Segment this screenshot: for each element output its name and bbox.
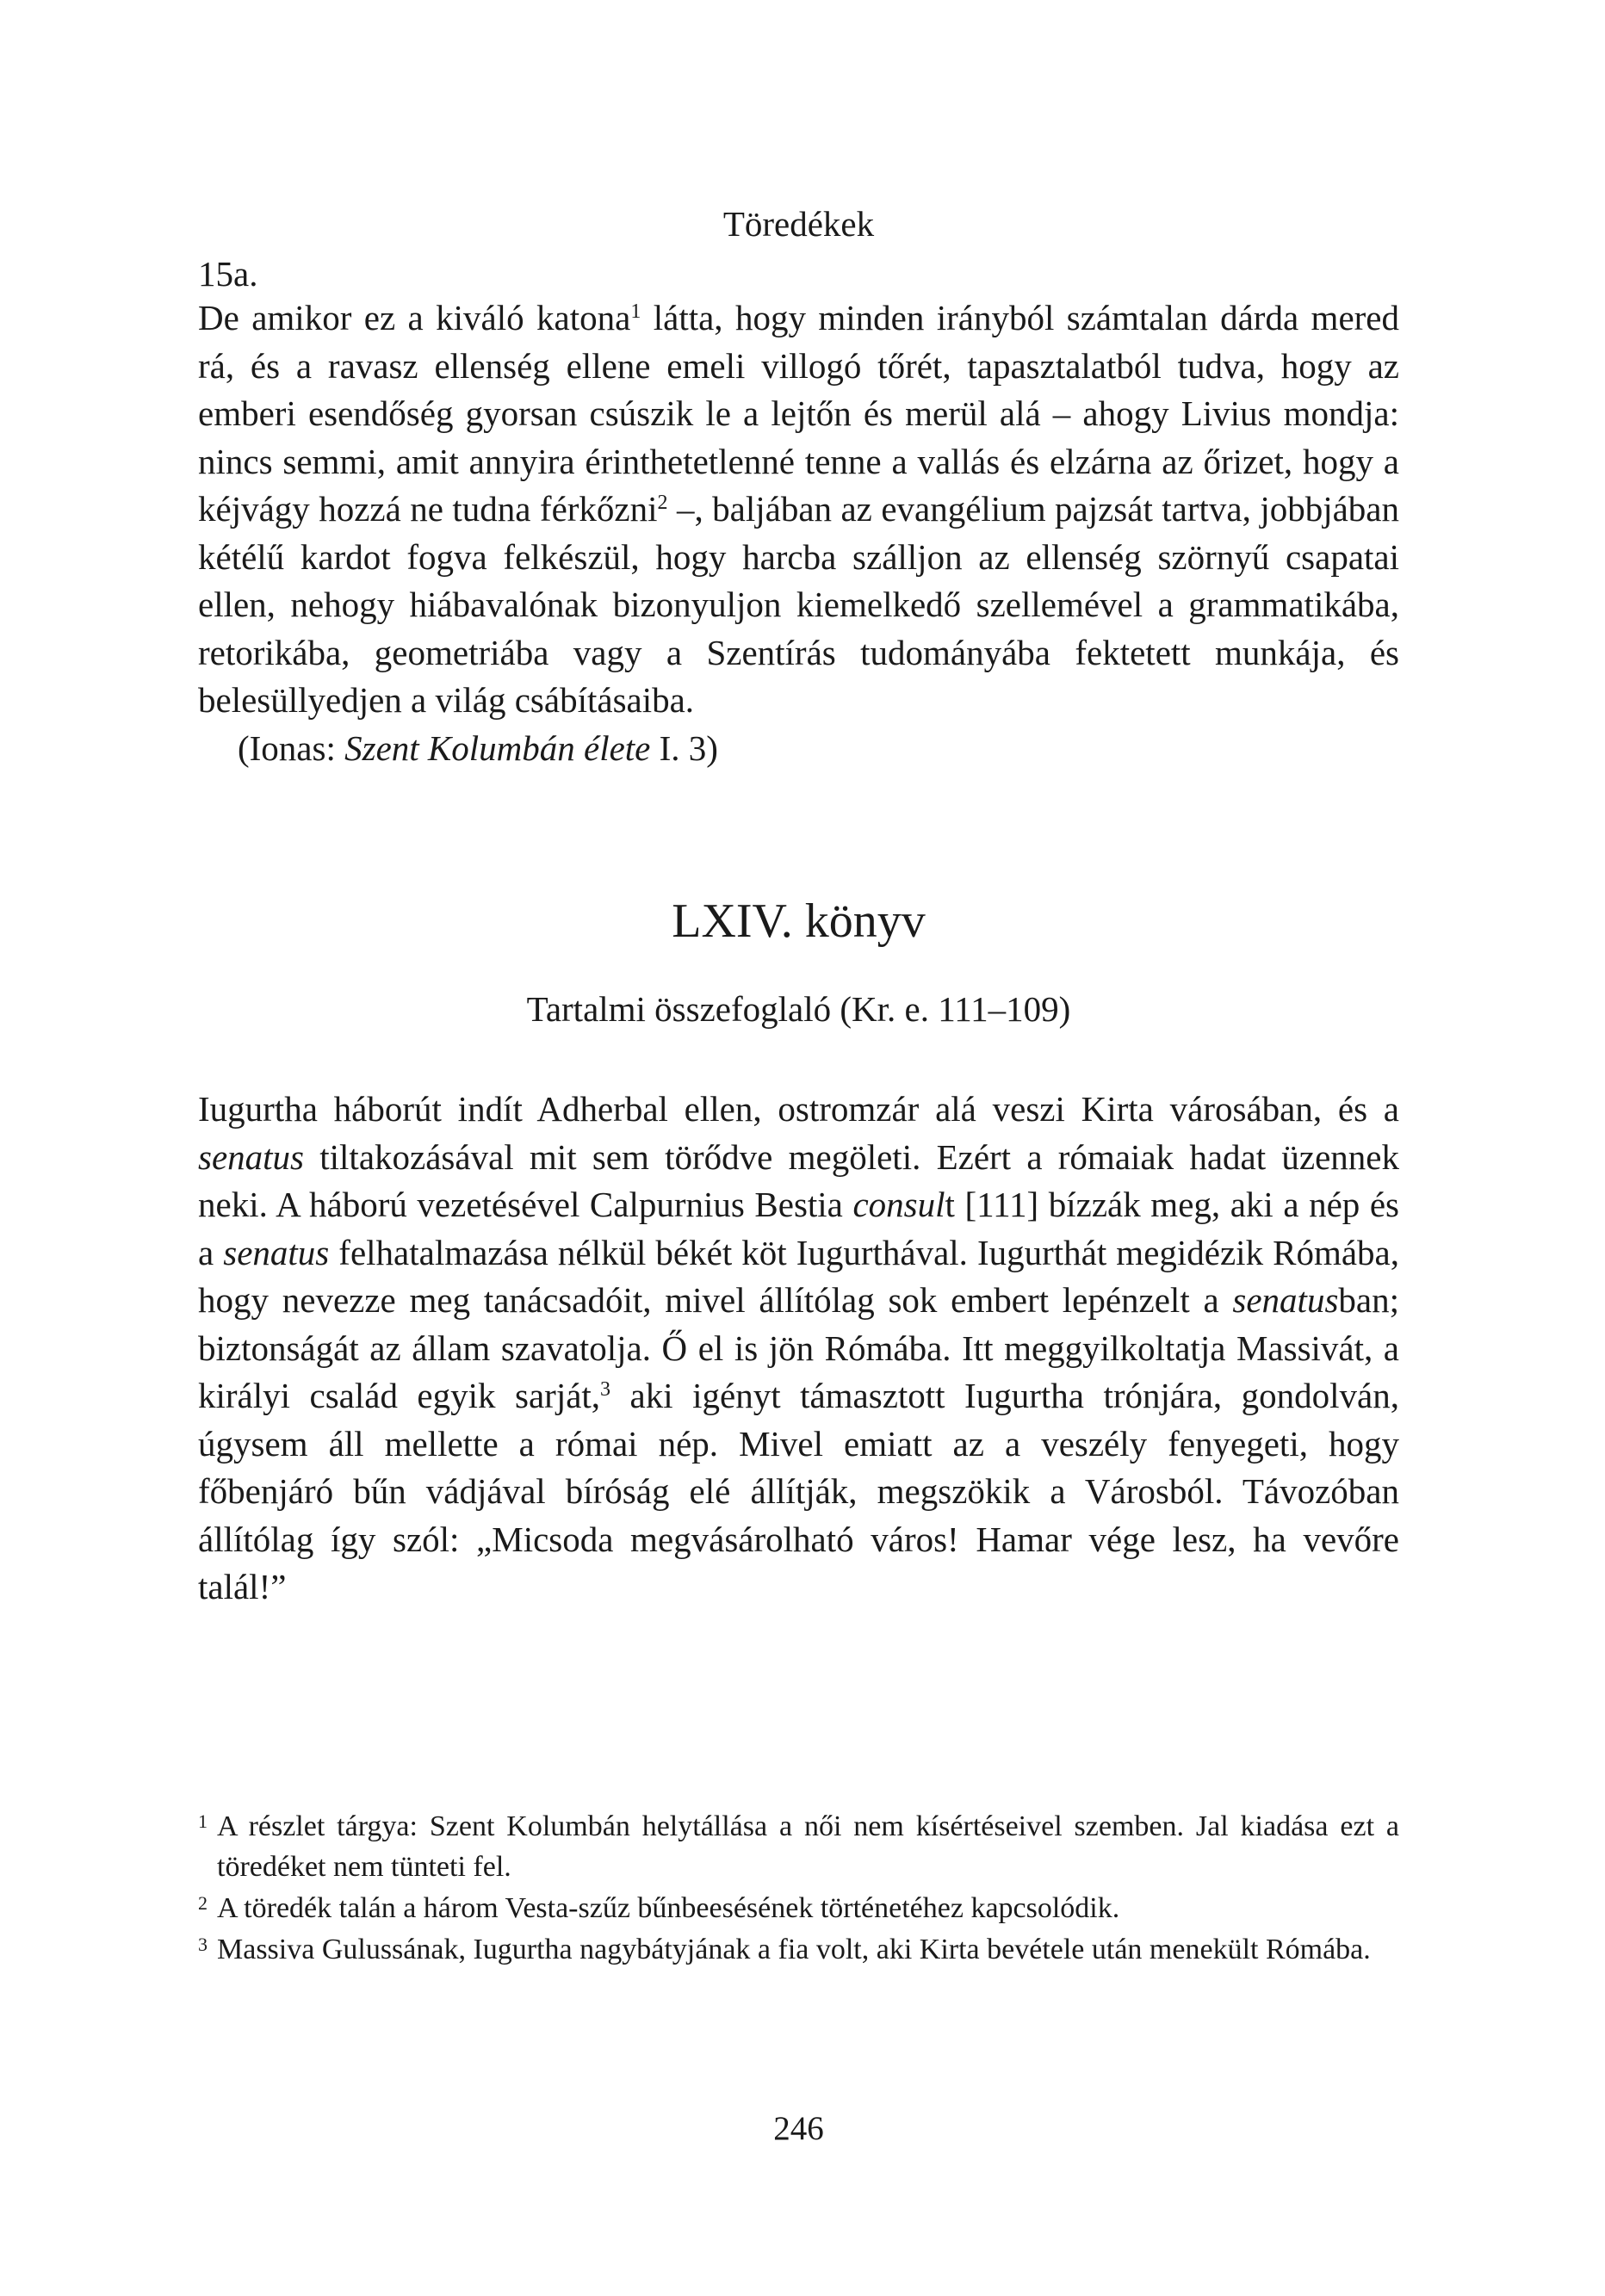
footnote-mark: 2: [198, 1892, 208, 1914]
latin-term: consul: [852, 1185, 945, 1224]
book-page: [198, 0, 1399, 2296]
footnote-ref-2[interactable]: 2: [657, 492, 668, 514]
footnote-text: A töredék talán a három Vesta-szűz bűnbeesésének történetéhez kapcsolódik.: [217, 1892, 1120, 1924]
summary-block: [198, 1086, 1399, 1612]
footnote-mark: 1: [198, 1810, 208, 1832]
latin-term: senatus: [223, 1232, 330, 1272]
running-head: Töredékek: [722, 204, 875, 244]
fragment-text-segment: látta, hogy minden irányból számtalan dárda mered rá, és a ravasz ellenség ellene emeli villogó tőrét, tapasztalatból tudva, hogy az emberi esendőség gyorsan csúszik le a lejtőn és merül alá – ahogy Livius mondja: nincs semmi, amit annyira érinthetetlenné tenne a vallás és elzárna az őrizet, hogy a kéjvágy hozzá ne tudna férkőzni: [198, 298, 1399, 529]
footnote-text: Massiva Gulussának, Iugurtha nagybátyjának a fia volt, aki Kirta bevétele után menekült Rómába.: [217, 1934, 1371, 1965]
footnote-text: A részlet tárgya: Szent Kolumbán helytállása a női nem kísértéseivel szemben. Jal kiadása ezt a töredéket nem tünteti fel.: [217, 1810, 1399, 1883]
footnote-ref-3[interactable]: 3: [600, 1378, 611, 1401]
fragment-text-segment: –, baljában az evangélium pajzsát tartva, jobbjában kétélű kardot fogva felkészül, hogy harcba szálljon az ellenség szörnyű csapatai ellen, nehogy hiábavalónak bizonyuljon kiemelkedő szellemével a grammatikába, retorikába, geometriába vagy a Szentírás tudományába fektetett munkája, és belesüllyedjen a világ csábításaiba.: [198, 489, 1399, 720]
source-title: Szent Kolumbán élete: [344, 727, 651, 768]
fragment-block: [198, 294, 1399, 772]
book-title: LXIV. könyv: [672, 894, 926, 948]
footnote-mark: 3: [198, 1934, 208, 1955]
footnotes: [198, 1806, 1399, 1971]
book-subtitle: Tartalmi összefoglaló (Kr. e. 111–109): [526, 989, 1071, 1029]
latin-term: senatus: [198, 1136, 304, 1177]
summary-text: Iugurtha háborút indít Adherbal ellen, ostromzár alá veszi Kirta városában, és a senatus tiltakozásával mit sem törődve megöleti. Ezért a rómaiak hadat üzennek neki. A háború vezetésével Calpurnius Bestia consult [111] bízzák meg, aki a nép és a senatus felhatalmazása nélkül békét köt Iugurthával. Iugurthát megidézik Rómába, hogy nevezze meg tanácsadóit, mivel állítólag sok embert lepénzelt a senatusban; biztonságát az állam szavatolja. Ő el is jön Rómába. Itt meggyilkoltatja Massivát, a királyi család egyik sarját,$^3$ aki igényt támasztott Iugurtha trónjára, gondolván, úgysem áll mellette a római nép. Mivel emiatt az a veszély fenyegeti, hogy főbenjáró bűn vádjával bíróság elé állítják, megszökik a Városból. Távozóban állítólag így szól: „Micsoda megvásárolható város! Hamar vége lesz, ha vevőre talál!”: [198, 1089, 1399, 1606]
fragment-number: 15a.: [198, 254, 258, 294]
fragment-text: [198, 294, 1399, 725]
latin-term: senatus: [1232, 1280, 1339, 1320]
footnote-3: [198, 1929, 1399, 1970]
footnote-ref-1[interactable]: 1: [630, 300, 641, 323]
footnote-1: [198, 1806, 1399, 1887]
page-number: 246: [773, 2110, 824, 2147]
fragment-source: (Ionas: Szent Kolumbán élete I. 3): [238, 727, 718, 768]
footnote-2: [198, 1888, 1399, 1928]
fragment-text-segment: De amikor ez a kiváló katona: [198, 298, 631, 337]
